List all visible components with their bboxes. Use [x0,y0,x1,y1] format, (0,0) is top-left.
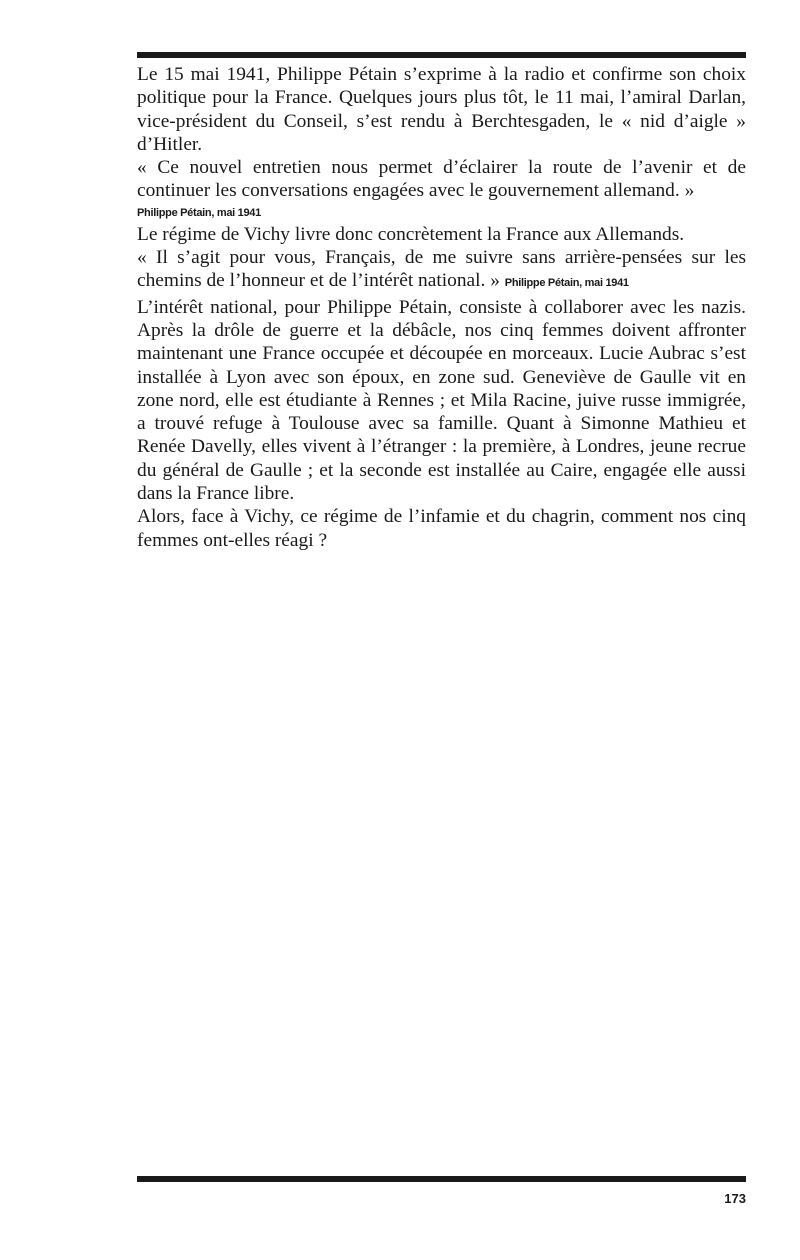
page-number: 173 [724,1191,746,1206]
quote-petain-1: « Ce nouvel entretien nous permet d’éclairer la route de l’avenir et de continuer les conversations engagées avec le gouvernement allemand. » [137,157,746,202]
top-rule [137,52,746,58]
paragraph-five-women: L’intérêt national, pour Philippe Pétain, consiste à collaborer avec les nazis. Après la drôle de guerre et la débâcle, nos cinq femmes doivent affronter maintenant une France occupée et découpée en morceaux. Lucie Aubrac s’est installée à Lyon avec son époux, en zone sud. Geneviève de Gaulle vit en zone nord, elle est étudiante à Rennes ; et Mila Racine, juive russe immigrée, a trouvé refuge à Toulouse avec sa famille. Quant à Simonne Mathieu et Renée Davelly, elles vivent à l’étranger : la première, à Londres, jeune recrue du général de Gaulle ; et la seconde est installée au Caire, engagée elle aussi dans la France libre. [137,296,746,505]
bottom-rule [137,1176,746,1182]
paragraph-conclusion: Alors, face à Vichy, ce régime de l’infamie et du chagrin, comment nos cinq femmes ont-elles réagi ? [137,506,746,551]
quote-citation-1: Philippe Pétain, mai 1941 [137,206,261,219]
paragraph-vichy: Le régime de Vichy livre donc concrètement la France aux Allemands. [137,223,685,245]
quote-text-2: « Il s’agit pour vous, Français, de me suivre sans arrière-pensées sur les chemins de l’honneur et de l’intérêt national. » [137,247,746,292]
paragraph-intro: Le 15 mai 1941, Philippe Pétain s’exprime à la radio et confirme son choix politique pour la France. Quelques jours plus tôt, le 11 mai, l’amiral Darlan, vice-président du Conseil, s’est rendu à Berchtesgaden, le « nid d’aigle » d’Hitler. [137,64,746,155]
quote-citation-2: Philippe Pétain, mai 1941 [504,277,629,290]
quote-petain-2 [137,246,746,296]
body-text [137,63,746,552]
